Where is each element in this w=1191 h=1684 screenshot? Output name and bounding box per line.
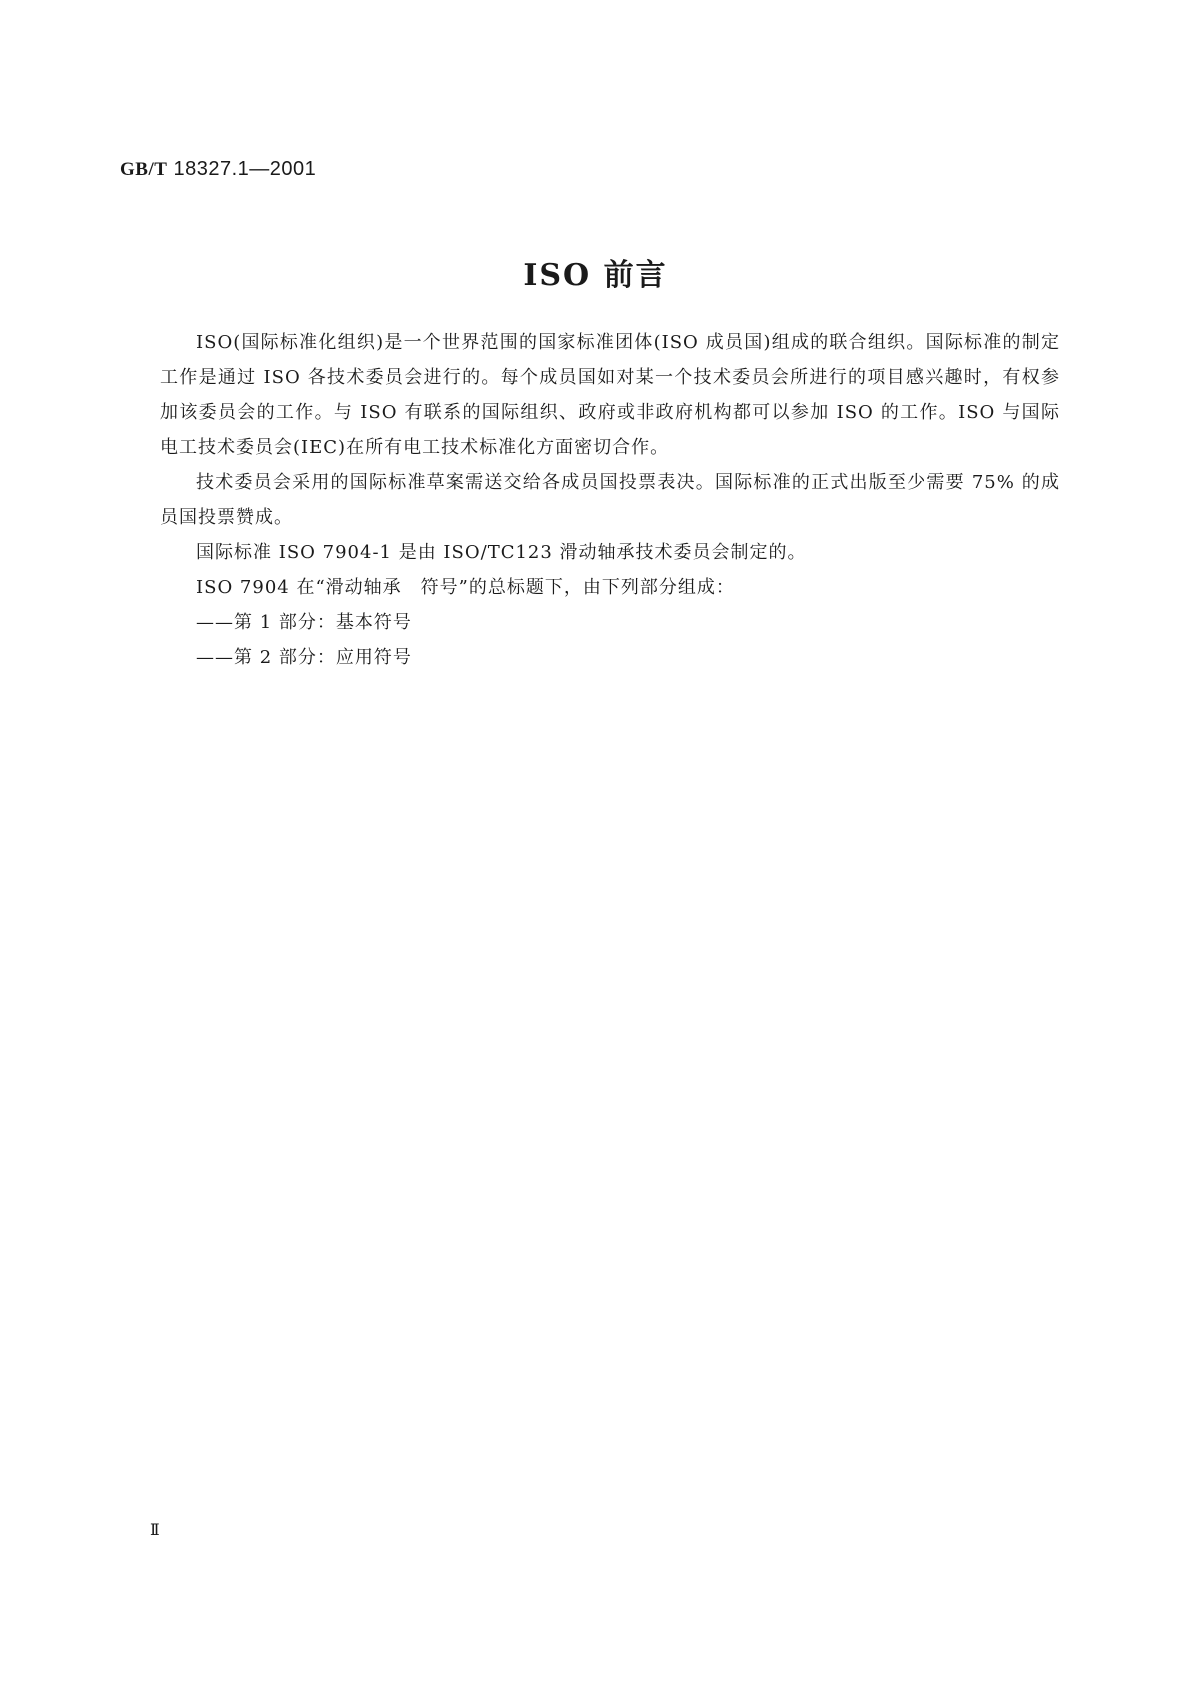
- standard-code: 18327.1—2001: [173, 158, 317, 180]
- list-item-part-1: ——第 1 部分：基本符号: [196, 612, 412, 633]
- paragraph-voting: 技术委员会采用的国际标准草案需送交给各成员国投票表决。国际标准的正式出版至少需要 75% 的成员国投票赞成。: [160, 472, 1060, 528]
- standard-prefix: GB/T: [120, 159, 168, 180]
- standard-number: [120, 158, 316, 181]
- list-item-part-2: ——第 2 部分：应用符号: [196, 647, 412, 668]
- paragraph-iso-intro: ISO(国际标准化组织)是一个世界范围的国家标准团体(ISO 成员国)组成的联合组织。国际标准的制定工作是通过 ISO 各技术委员会进行的。每个成员国如对某一个技术委员会所进行的项目感兴趣时，有权参加该委员会的工作。与 ISO 有联系的国际组织、政府或非政府机构都可以参加 ISO 的工作。ISO 与国际电工技术委员会(IEC)在所有电工技术标准化方面密切合作。: [160, 332, 1060, 458]
- paragraph-committee: 国际标准 ISO 7904-1 是由 ISO/TC123 滑动轴承技术委员会制定的。: [196, 542, 807, 563]
- page-number: II: [150, 1520, 157, 1539]
- paragraph-parts-intro: ISO 7904 在“滑动轴承 符号”的总标题下，由下列部分组成：: [196, 577, 735, 598]
- page-title: ISO 前言: [523, 258, 668, 293]
- document-body: [160, 325, 1060, 675]
